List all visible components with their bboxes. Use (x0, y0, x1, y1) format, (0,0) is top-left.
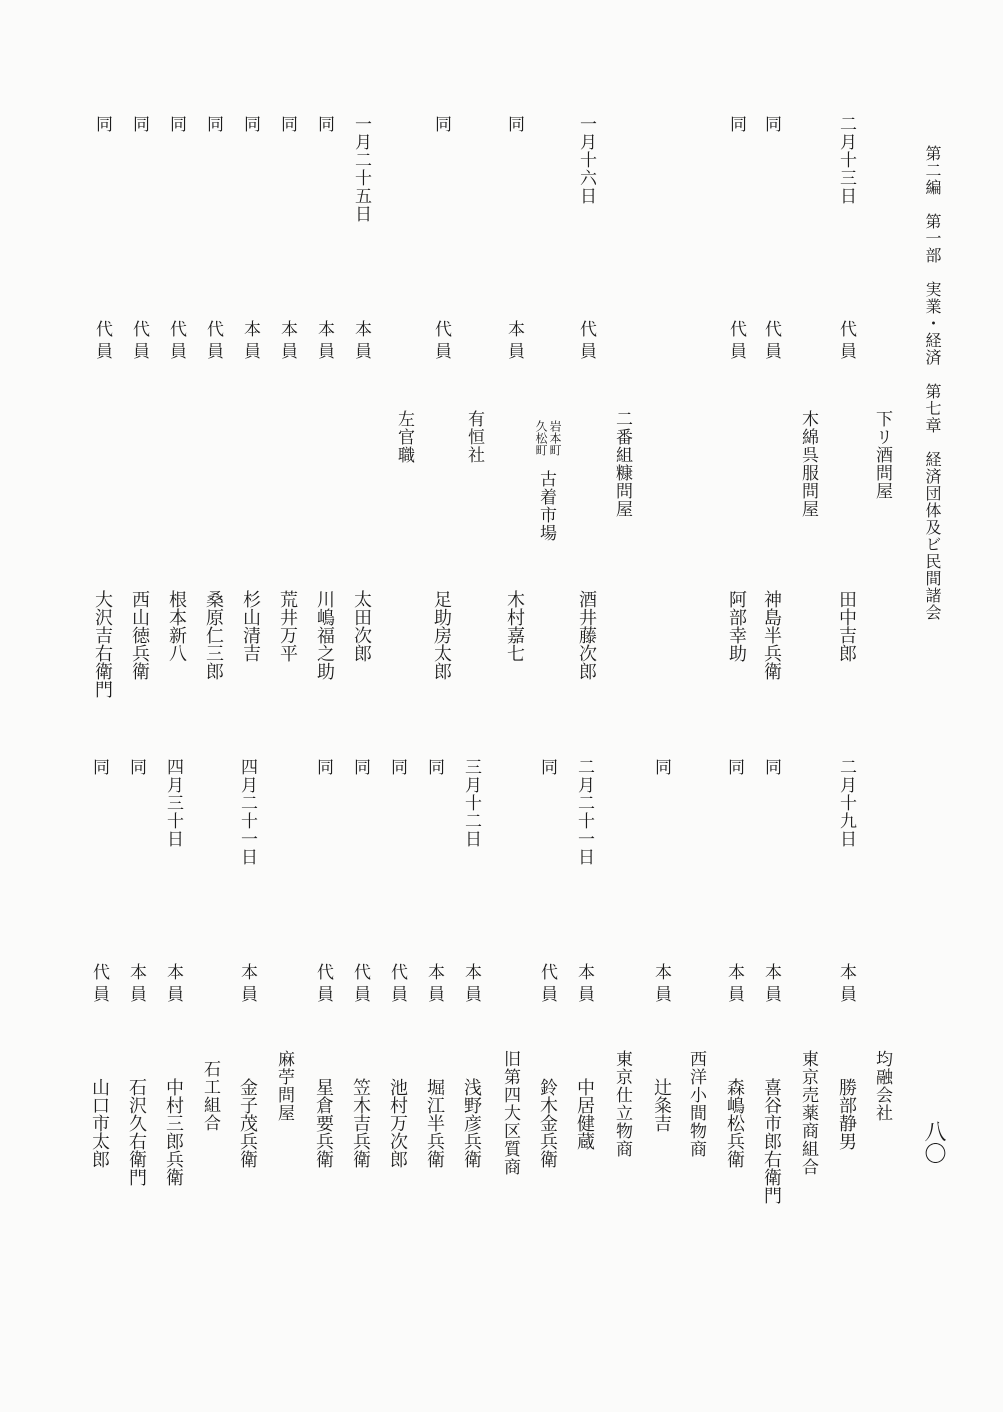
running-header: 第二編 第一部 実業・経済 第七章 経済団体及ビ民間諸会 (923, 145, 942, 621)
role: 本員 (651, 963, 671, 1007)
role: 代員 (537, 963, 557, 1007)
role: 代員 (350, 963, 370, 1007)
guild-label: 東京売薬商組合 (798, 1050, 818, 1176)
member-name: 杉山清吉 (240, 590, 261, 662)
role: 代員 (576, 320, 596, 364)
date: 同 (431, 115, 451, 133)
date: 同 (313, 758, 333, 776)
date: 同 (314, 115, 334, 133)
member-name: 池村万次郎 (387, 1078, 408, 1168)
member-name: 金子茂兵衛 (237, 1078, 258, 1168)
date: 同 (651, 758, 671, 776)
date: 四月二十一日 (237, 758, 257, 866)
guild-label: 均融会社 (872, 1050, 892, 1122)
member-name: 山口市太郎 (89, 1078, 110, 1168)
member-name: 荒井万平 (277, 590, 298, 662)
date: 同 (89, 758, 109, 776)
role: 本員 (574, 963, 594, 1007)
guild-label: 有恒社 (464, 410, 484, 464)
guild-label: 麻苧問屋 (274, 1050, 294, 1122)
role: 本員 (126, 963, 146, 1007)
role: 本員 (461, 963, 481, 1007)
date: 同 (424, 758, 444, 776)
date: 同 (761, 115, 781, 133)
member-name: 足助房太郎 (431, 590, 452, 680)
guild-label: 東京仕立物商 (612, 1050, 632, 1158)
date: 同 (726, 115, 746, 133)
date: 四月三十日 (163, 758, 183, 848)
date: 同 (92, 115, 112, 133)
date: 同 (387, 758, 407, 776)
date: 二月十三日 (836, 115, 856, 205)
guild-label: 石工組合 (200, 1060, 220, 1132)
date: 同 (126, 758, 146, 776)
guild-label: 二番組糠問屋 (612, 410, 632, 518)
member-name: 堀江半兵衛 (424, 1078, 445, 1168)
market-label: 古着市場 (536, 470, 556, 542)
role: 代員 (313, 963, 333, 1007)
member-name: 川嶋福之助 (314, 590, 335, 680)
member-name: 浅野彦兵衛 (461, 1078, 482, 1168)
member-name: 太田次郎 (351, 590, 372, 662)
date: 同 (277, 115, 297, 133)
date: 同 (724, 758, 744, 776)
page-number: 八〇 (921, 1120, 946, 1164)
date: 同 (129, 115, 149, 133)
member-name: 石沢久右衛門 (126, 1078, 147, 1186)
member-name: 星倉要兵衛 (313, 1078, 334, 1168)
member-name: 辻粂吉 (651, 1078, 672, 1132)
guild-label: 西洋小間物商 (686, 1050, 706, 1158)
role: 代員 (166, 320, 186, 364)
address-annotation: 久松町 (534, 420, 548, 456)
date: 二月十九日 (836, 758, 856, 848)
member-name: 勝部静男 (836, 1078, 857, 1150)
role: 代員 (129, 320, 149, 364)
role: 本員 (724, 963, 744, 1007)
member-name: 中村三郎兵衛 (163, 1078, 184, 1186)
guild-label: 左官職 (394, 410, 414, 464)
member-name: 大沢吉右衛門 (92, 590, 113, 698)
date: 一月十六日 (576, 115, 596, 205)
member-name: 森嶋松兵衛 (724, 1078, 745, 1168)
date: 同 (504, 115, 524, 133)
member-name: 鈴木金兵衛 (537, 1078, 558, 1168)
date: 同 (350, 758, 370, 776)
role: 代員 (431, 320, 451, 364)
role: 本員 (277, 320, 297, 364)
role: 本員 (761, 963, 781, 1007)
date: 同 (240, 115, 260, 133)
member-name: 阿部幸助 (726, 590, 747, 662)
date: 二月二十一日 (574, 758, 594, 866)
date: 同 (166, 115, 186, 133)
member-name: 西山徳兵衛 (129, 590, 150, 680)
role: 代員 (89, 963, 109, 1007)
member-name: 中居健蔵 (574, 1078, 595, 1150)
member-name: 根本新八 (166, 590, 187, 662)
member-name: 神島半兵衛 (761, 590, 782, 680)
guild-label: 旧第四大区質商 (500, 1050, 520, 1176)
member-name: 酒井藤次郎 (576, 590, 597, 680)
role: 代員 (836, 320, 856, 364)
date: 同 (203, 115, 223, 133)
guild-label: 木綿呉服問屋 (798, 410, 818, 518)
role: 本員 (237, 963, 257, 1007)
role: 代員 (761, 320, 781, 364)
role: 本員 (163, 963, 183, 1007)
role: 代員 (726, 320, 746, 364)
role: 本員 (836, 963, 856, 1007)
member-name: 笠木吉兵衛 (350, 1078, 371, 1168)
date: 同 (537, 758, 557, 776)
address-annotation: 岩本町 (548, 420, 562, 456)
guild-label: 下リ酒問屋 (872, 410, 892, 500)
role: 本員 (504, 320, 524, 364)
member-name: 田中吉郎 (836, 590, 857, 662)
role: 代員 (387, 963, 407, 1007)
member-name: 喜谷市郎右衛門 (761, 1078, 782, 1204)
member-name: 木村嘉七 (504, 590, 525, 662)
role: 本員 (351, 320, 371, 364)
role: 本員 (314, 320, 334, 364)
date: 三月十二日 (461, 758, 481, 848)
date: 一月二十五日 (351, 115, 371, 223)
role: 本員 (424, 963, 444, 1007)
date: 同 (761, 758, 781, 776)
role: 代員 (92, 320, 112, 364)
role: 代員 (203, 320, 223, 364)
member-name: 桑原仁三郎 (203, 590, 224, 680)
role: 本員 (240, 320, 260, 364)
